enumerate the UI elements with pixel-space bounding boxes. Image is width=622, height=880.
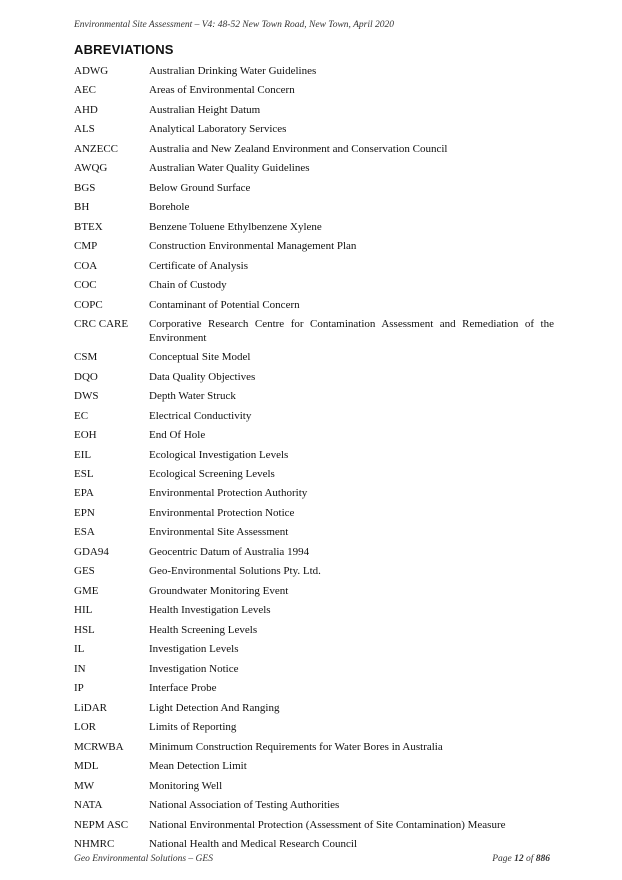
abbreviation-code: MCRWBA (74, 740, 124, 753)
footer-page-number (492, 854, 550, 864)
page-header: Environmental Site Assessment – V4: 48-52 New Town Road, New Town, April 2020 (74, 20, 395, 30)
abbreviation-row (74, 777, 554, 796)
abbreviation-definition: Groundwater Monitoring Event (149, 584, 289, 597)
abbreviation-code: NEPM ASC (74, 818, 129, 831)
abbreviation-row (74, 543, 554, 562)
abbreviation-definition: Borehole (149, 201, 190, 214)
abbreviation-definition: Environmental Site Assessment (149, 526, 289, 539)
abbreviation-code: EIL (74, 448, 92, 461)
abbreviation-definition: Corporative Research Centre for Contamination Assessment and Remediation of the Environment (149, 318, 554, 344)
abbreviation-row (74, 387, 554, 406)
abbreviation-definition: Light Detection And Ranging (149, 701, 280, 714)
abbreviation-row (74, 315, 554, 348)
abbreviation-definition: National Environmental Protection (Assessment of Site Contamination) Measure (149, 818, 506, 831)
abbreviation-row (74, 426, 554, 445)
abbreviation-definition: Interface Probe (149, 682, 217, 695)
abbreviation-definition: Investigation Notice (149, 662, 239, 675)
abbreviation-row (74, 738, 554, 757)
abbreviation-code: CMP (74, 240, 98, 253)
abbreviation-definition: End Of Hole (149, 429, 206, 442)
abbreviation-code: LOR (74, 721, 96, 734)
abbreviation-row (74, 582, 554, 601)
abbreviation-row (74, 446, 554, 465)
abbreviation-row (74, 218, 554, 237)
abbreviation-row (74, 484, 554, 503)
abbreviation-code: AEC (74, 84, 96, 97)
abbreviation-row (74, 296, 554, 315)
abbreviation-code: IL (74, 643, 85, 656)
abbreviation-code: EPN (74, 506, 95, 519)
abbreviation-code: CSM (74, 351, 98, 364)
abbreviation-definition: Analytical Laboratory Services (149, 123, 287, 136)
abbreviation-code: ANZECC (74, 142, 118, 155)
abbreviation-definition: Minimum Construction Requirements for Water Bores in Australia (149, 740, 443, 753)
page-total: 886 (535, 854, 550, 864)
abbreviation-row (74, 835, 554, 854)
abbreviation-definition: Investigation Levels (149, 643, 239, 656)
abbreviation-code: COPC (74, 298, 103, 311)
abbreviation-row (74, 718, 554, 737)
section-title: ABREVIATIONS (74, 42, 174, 57)
abbreviation-code: EPA (74, 487, 94, 500)
abbreviation-code: ESA (74, 526, 95, 539)
abbreviation-code: GME (74, 584, 99, 597)
abbreviation-row (74, 816, 554, 835)
abbreviation-definition: Geo-Environmental Solutions Pty. Ltd. (149, 565, 321, 578)
abbreviation-row (74, 504, 554, 523)
abbreviation-definition: Data Quality Objectives (149, 370, 256, 383)
abbreviation-code: EC (74, 409, 89, 422)
abbreviation-row (74, 679, 554, 698)
abbreviation-definition: Health Investigation Levels (149, 604, 271, 617)
abbreviation-row (74, 621, 554, 640)
abbreviation-code: AHD (74, 103, 98, 116)
abbreviation-definition: National Association of Testing Authorities (149, 799, 340, 812)
abbreviation-row (74, 601, 554, 620)
abbreviation-code: BGS (74, 181, 96, 194)
abbreviation-row (74, 62, 554, 81)
abbreviation-definition: Environmental Protection Notice (149, 506, 295, 519)
abbreviation-definition: Mean Detection Limit (149, 760, 247, 773)
abbreviation-definition: Below Ground Surface (149, 181, 251, 194)
abbreviation-definition: Health Screening Levels (149, 623, 258, 636)
abbreviation-code: GES (74, 565, 95, 578)
abbreviation-definition: Benzene Toluene Ethylbenzene Xylene (149, 220, 322, 233)
abbreviation-code: MDL (74, 760, 99, 773)
abbreviation-code: COA (74, 259, 98, 272)
abbreviation-row (74, 257, 554, 276)
abbreviation-definition: Australian Drinking Water Guidelines (149, 65, 317, 77)
abbreviation-definition: Chain of Custody (149, 279, 227, 292)
abbreviation-row (74, 660, 554, 679)
abbreviation-code: HIL (74, 604, 93, 617)
abbreviation-row (74, 523, 554, 542)
abbreviation-definition: Ecological Investigation Levels (149, 448, 289, 461)
abbreviation-definition: Electrical Conductivity (149, 409, 252, 422)
abbreviation-code: DWS (74, 390, 99, 403)
abbreviation-code: EOH (74, 429, 97, 442)
abbreviation-code: HSL (74, 623, 95, 636)
abbreviation-definition: Contaminant of Potential Concern (149, 298, 300, 311)
abbreviation-code: ALS (74, 123, 95, 136)
abbreviation-row (74, 140, 554, 159)
abbreviation-row (74, 562, 554, 581)
abbreviation-code: ESL (74, 467, 94, 480)
abbreviation-row (74, 465, 554, 484)
abbreviation-row (74, 699, 554, 718)
abbreviation-row (74, 757, 554, 776)
abbreviation-code: DQO (74, 370, 98, 383)
page-prefix: Page (492, 854, 515, 864)
abbreviation-definition: Limits of Reporting (149, 721, 237, 734)
abbreviation-code: MW (74, 779, 95, 792)
page-current: 12 (514, 854, 524, 864)
abbreviation-code: IP (74, 682, 84, 695)
abbreviation-row (74, 407, 554, 426)
abbreviation-row (74, 237, 554, 256)
abbreviation-definition: Australia and New Zealand Environment and Conservation Council (149, 142, 448, 155)
abbreviation-definition: Conceptual Site Model (149, 351, 251, 364)
abbreviation-row (74, 120, 554, 139)
abbreviation-definition: Monitoring Well (149, 779, 223, 792)
abbreviation-definition: Geocentric Datum of Australia 1994 (149, 545, 310, 558)
abbreviation-code: CRC CARE (74, 318, 129, 331)
abbreviation-row (74, 81, 554, 100)
abbreviation-definition: Australian Height Datum (149, 103, 261, 116)
abbreviation-definition: Areas of Environmental Concern (149, 84, 295, 97)
abbreviation-code: IN (74, 662, 86, 675)
abbreviation-row (74, 640, 554, 659)
abbreviation-definition: Environmental Protection Authority (149, 487, 308, 500)
abbreviation-definition: National Health and Medical Research Council (149, 838, 358, 851)
abbreviation-code: ADWG (74, 65, 109, 77)
abbreviation-definition: Depth Water Struck (149, 390, 236, 403)
abbreviation-definition: Australian Water Quality Guidelines (149, 162, 310, 175)
abbreviation-row (74, 198, 554, 217)
abbreviation-row (74, 276, 554, 295)
abbreviation-code: BTEX (74, 220, 103, 233)
abbreviation-row (74, 368, 554, 387)
abbreviation-code: NATA (74, 799, 103, 812)
abbreviations-list (74, 62, 554, 855)
abbreviation-definition: Ecological Screening Levels (149, 467, 275, 480)
abbreviation-code: GDA94 (74, 545, 109, 558)
abbreviation-row (74, 159, 554, 178)
page-of: of (523, 854, 536, 864)
abbreviation-code: NHMRC (74, 838, 115, 851)
abbreviation-definition: Certificate of Analysis (149, 259, 248, 272)
abbreviation-row (74, 796, 554, 815)
abbreviation-row (74, 348, 554, 367)
abbreviation-row (74, 101, 554, 120)
abbreviation-code: LiDAR (74, 701, 107, 714)
abbreviation-code: COC (74, 279, 97, 292)
abbreviation-definition: Construction Environmental Management Plan (149, 240, 357, 253)
footer-company: Geo Environmental Solutions – GES (74, 854, 213, 864)
abbreviation-code: AWQG (74, 162, 108, 175)
abbreviation-row (74, 179, 554, 198)
abbreviation-code: BH (74, 201, 90, 214)
